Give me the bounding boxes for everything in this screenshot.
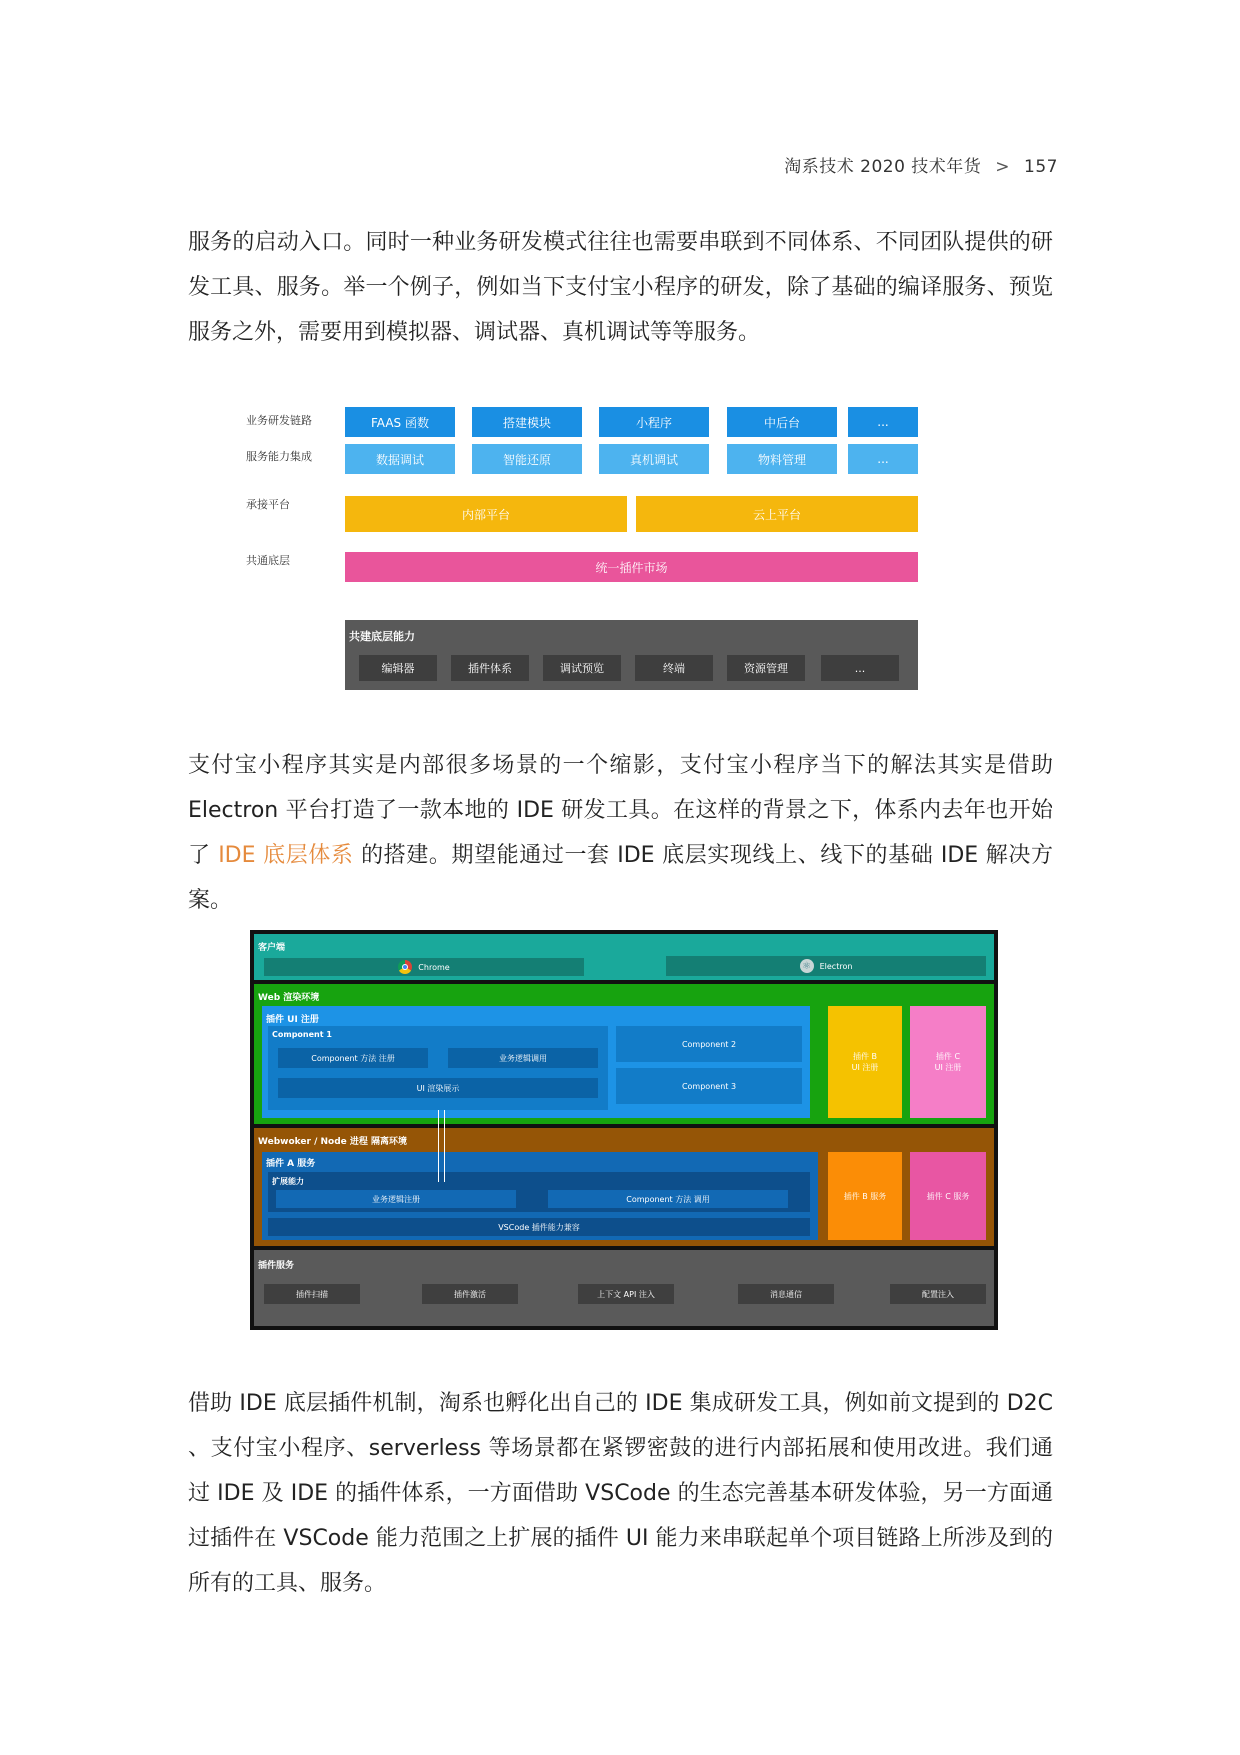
chain-box-more: ... bbox=[848, 407, 918, 437]
paragraph-2-part1: 支付宝小程序其实是内部很多场景的一个缩影，支付宝小程序当下的解法其实是借助 Electron 平台打造了一款本地的 IDE 研发工具。在这样的背景之下，体系内去年也开始了 bbox=[188, 753, 1053, 868]
plugin-a-panel bbox=[262, 1152, 818, 1240]
service-box: 真机调试 bbox=[599, 444, 709, 474]
web-env-panel bbox=[254, 984, 994, 1124]
page-header bbox=[784, 152, 1058, 177]
base-item: 调试预览 bbox=[543, 655, 621, 681]
ext-title: 扩展能力 bbox=[272, 1177, 304, 1186]
chain-box: 搭建模块 bbox=[472, 407, 582, 437]
component2-box: Component 2 bbox=[616, 1026, 802, 1062]
architecture-diagram-2 bbox=[250, 930, 998, 1330]
plugin-ui-panel bbox=[262, 1006, 810, 1118]
ide-base-link[interactable]: IDE 底层体系 bbox=[218, 843, 354, 868]
service-item: 配置注入 bbox=[890, 1284, 986, 1304]
vscode-compat-box: VSCode 插件能力兼容 bbox=[268, 1218, 810, 1236]
client-panel bbox=[254, 934, 994, 980]
row-label: 共通底层 bbox=[246, 554, 290, 567]
component1-panel bbox=[268, 1026, 608, 1110]
biz-call-box: 业务逻辑调用 bbox=[448, 1048, 598, 1068]
method-register-box: Component 方法 注册 bbox=[278, 1048, 428, 1068]
component1-title: Component 1 bbox=[272, 1030, 332, 1039]
service-item: 插件激活 bbox=[422, 1284, 518, 1304]
service-box: 数据调试 bbox=[345, 444, 455, 474]
book-title: 淘系技术 2020 技术年货 bbox=[784, 157, 982, 177]
paragraph-3 bbox=[188, 1381, 1053, 1606]
base-item: 插件体系 bbox=[451, 655, 529, 681]
service-box-more: ... bbox=[848, 444, 918, 474]
base-item: 资源管理 bbox=[727, 655, 805, 681]
paragraph-1 bbox=[188, 220, 1053, 355]
plugin-c-service-box: 插件 C 服务 bbox=[910, 1152, 986, 1240]
ui-render-box: UI 渲染展示 bbox=[278, 1078, 598, 1098]
method-call-box: Component 方法 调用 bbox=[548, 1190, 788, 1208]
plugin-c-ui-box: 插件 C UI 注册 bbox=[910, 1006, 986, 1118]
service-box: 物料管理 bbox=[727, 444, 837, 474]
paragraph-2 bbox=[188, 743, 1053, 923]
base-item: 终端 bbox=[635, 655, 713, 681]
plugin-b-ui-box: 插件 B UI 注册 bbox=[828, 1006, 902, 1118]
electron-icon: ⚛ bbox=[800, 959, 814, 973]
worker-env-title: Webwoker / Node 进程 隔离环境 bbox=[258, 1137, 408, 1147]
paragraph-2-text bbox=[188, 743, 1053, 923]
service-item: 上下文 API 注入 bbox=[578, 1284, 674, 1304]
plugin-b-service-box: 插件 B 服务 bbox=[828, 1152, 902, 1240]
service-box: 智能还原 bbox=[472, 444, 582, 474]
platform-box-cloud: 云上平台 bbox=[636, 496, 918, 532]
plugin-service-panel bbox=[254, 1250, 994, 1326]
service-item: 插件扫描 bbox=[264, 1284, 360, 1304]
plugin-a-title: 插件 A 服务 bbox=[266, 1159, 316, 1169]
chain-box: 小程序 bbox=[599, 407, 709, 437]
electron-box bbox=[666, 956, 986, 976]
base-title: 共建底层能力 bbox=[349, 630, 415, 643]
electron-label: Electron bbox=[819, 961, 853, 971]
platform-box-internal: 内部平台 bbox=[345, 496, 627, 532]
biz-register-box: 业务逻辑注册 bbox=[276, 1190, 516, 1208]
header-separator: > bbox=[995, 157, 1011, 177]
base-item: ... bbox=[821, 655, 899, 681]
base-item: 编辑器 bbox=[359, 655, 437, 681]
plugin-service-title: 插件服务 bbox=[258, 1261, 295, 1271]
service-item: 消息通信 bbox=[738, 1284, 834, 1304]
web-env-title: Web 渲染环境 bbox=[258, 993, 320, 1003]
plugin-ui-title: 插件 UI 注册 bbox=[266, 1015, 319, 1025]
chain-box: FAAS 函数 bbox=[345, 407, 455, 437]
chrome-label: Chrome bbox=[418, 962, 450, 972]
arrow-down-line bbox=[444, 1110, 445, 1182]
paragraph-3-text: 借助 IDE 底层插件机制，淘系也孵化出自己的 IDE 集成研发工具，例如前文提到的 D2C 、支付宝小程序、serverless 等场景都在紧锣密鼓的进行内部拓展和使用改进。我们通过 IDE 及 IDE 的插件体系，一方面借助 VSCode 的生态完善基本研发体验，另一方面通过插件在 VSCode 能力范围之上扩展的插件 UI 能力来串联起单个项目链路上所涉及到的所有的工具、服务。 bbox=[188, 1391, 1053, 1596]
paragraph-2-part2: 的搭建。期望能通过一套 IDE 底层实现线上、线下的基础 IDE 解决方案。 bbox=[188, 843, 1053, 913]
page-number: 157 bbox=[1024, 157, 1058, 177]
chrome-icon bbox=[398, 960, 412, 974]
arrow-up-line bbox=[438, 1110, 439, 1182]
chrome-box bbox=[264, 958, 584, 976]
ext-panel bbox=[268, 1172, 810, 1212]
row-label: 业务研发链路 bbox=[246, 414, 312, 427]
architecture-diagram-1 bbox=[230, 400, 1000, 700]
component3-box: Component 3 bbox=[616, 1068, 802, 1104]
plugin-market-box: 统一插件市场 bbox=[345, 552, 918, 582]
chain-box: 中后台 bbox=[727, 407, 837, 437]
worker-env-panel bbox=[254, 1128, 994, 1246]
client-title: 客户端 bbox=[258, 943, 286, 953]
row-label: 承接平台 bbox=[246, 498, 290, 511]
paragraph-1-text: 服务的启动入口。同时一种业务研发模式往往也需要串联到不同体系、不同团队提供的研发工具、服务。举一个例子，例如当下支付宝小程序的研发，除了基础的编译服务、预览服务之外，需要用到模拟器、调试器、真机调试等等服务。 bbox=[188, 230, 1053, 345]
base-capability-panel bbox=[345, 620, 918, 690]
row-label: 服务能力集成 bbox=[246, 450, 312, 463]
